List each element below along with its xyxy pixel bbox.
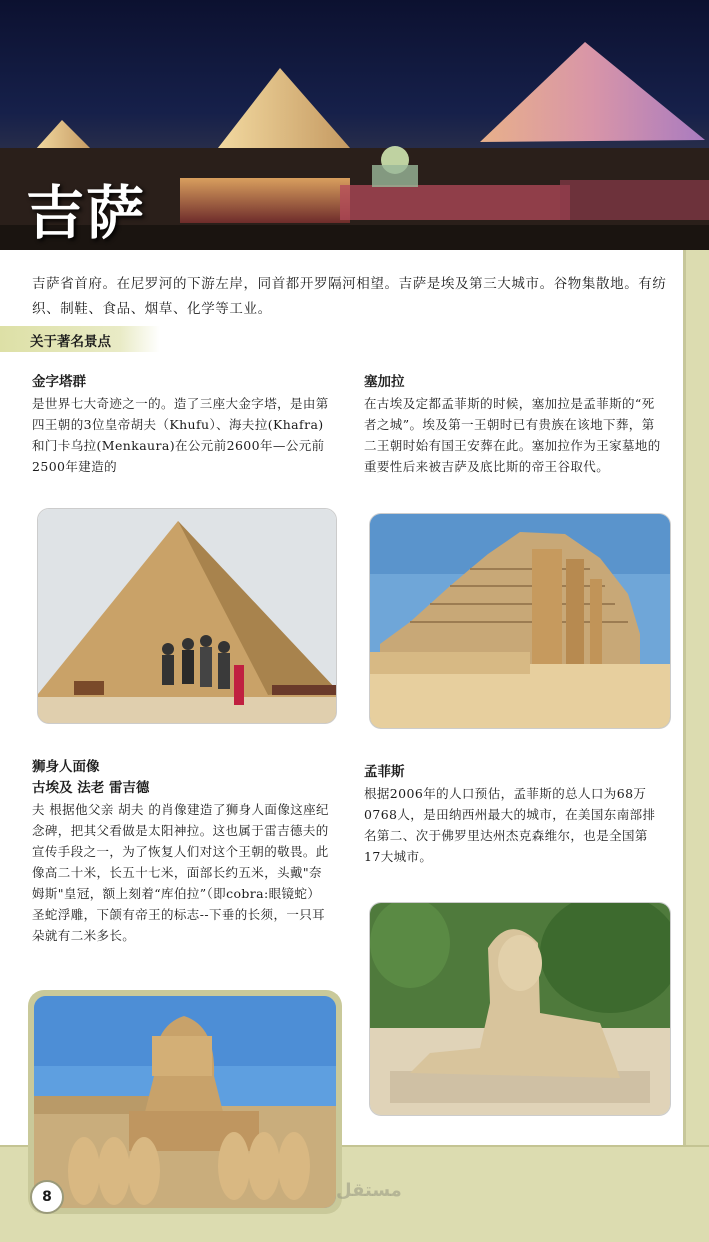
great-pyramid-photo	[37, 508, 337, 724]
intro-text: 吉萨省首府。在尼罗河的下游左岸，同首都开罗隔河相望。吉萨是埃及第三大城市。谷物集散地。有纺织、制鞋、食品、烟草、化学等工业。	[32, 276, 667, 317]
memphis-title: 孟菲斯	[364, 764, 405, 780]
sphinx-title: 狮身人面像	[32, 759, 100, 775]
saqqara-description: 在古埃及定都孟菲斯的时候，塞加拉是孟菲斯的“死者之城”。埃及第一王朝时已有贵族在该地下葬，第二王朝时始有国王安葬在此。塞加拉作为王家墓地的重要性后来被吉萨及底比斯的帝王谷取代。	[364, 396, 661, 474]
sphinx-subtitle: 古埃及 法老 雷吉德	[32, 780, 150, 796]
watermark-logo: مستقل	[336, 1180, 402, 1201]
hero-banner	[0, 0, 709, 250]
page-title: 吉萨	[26, 179, 147, 247]
great-sphinx-photo	[34, 996, 336, 1208]
pyramids-description: 是世界七大奇迹之一的。造了三座大金字塔，是由第四王朝的3位皇帝胡夫（Khufu）、海夫拉(Khafra)和门卡乌拉(Menkaura)在公元前2600年—公元前2500年建造的	[32, 396, 329, 474]
section-heading	[0, 326, 160, 352]
memphis-sphinx-photo	[369, 902, 671, 1116]
pyramids-title: 金字塔群	[32, 374, 86, 390]
right-border-band	[683, 250, 709, 1145]
step-pyramid-photo	[369, 513, 671, 729]
memphis-description: 根据2006年的人口预估，孟菲斯的总人口为68万0768人，是田纳西州最大的城市，在美国东南部排名第二、次于佛罗里达州杰克森维尔，也是全国第17大城市。	[364, 786, 656, 864]
page-number: 8	[30, 1180, 64, 1214]
saqqara-title: 塞加拉	[364, 374, 405, 390]
section-heading-label: 关于著名景点	[30, 334, 111, 350]
sphinx-description: 夫 根据他父亲 胡夫 的肖像建造了狮身人面像这座纪念碑，把其父看做是太阳神拉。这也属于雷吉德夫的宣传手段之一，为了恢复人们对这个王朝的敬畏。此像高二十米，长五十七米，面部长约五米，头戴"奈姆斯"皇冠，额上刻着“库伯拉”（即cobra:眼镜蛇）圣蛇浮雕，下颌有帝王的标志--下垂的长须，一只耳朵就有二米多长。	[32, 802, 329, 943]
